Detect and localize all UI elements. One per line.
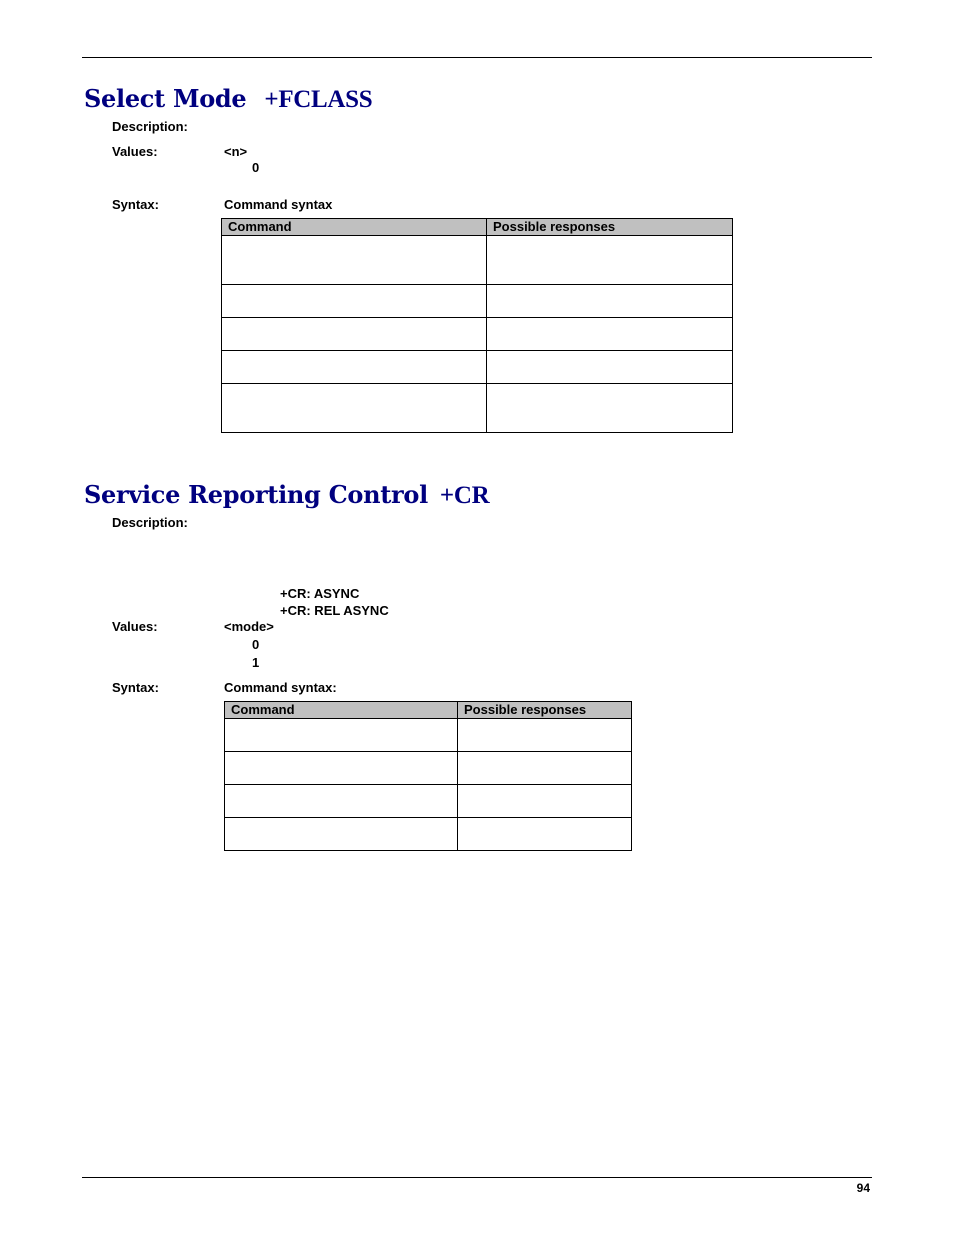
table-cell-response bbox=[487, 318, 733, 351]
value-item: 0 bbox=[252, 160, 260, 175]
table-cell-command bbox=[222, 351, 487, 384]
values-param: <mode> bbox=[224, 619, 274, 634]
values-label: Values: bbox=[112, 619, 158, 634]
value-item: 0 bbox=[252, 637, 260, 652]
column-header-command: Command bbox=[225, 702, 458, 719]
section-command: +CR bbox=[439, 482, 490, 509]
table-cell-response bbox=[487, 351, 733, 384]
values-param: <n> bbox=[224, 144, 248, 159]
syntax-label: Syntax: bbox=[112, 680, 159, 695]
section-title: Service Reporting Control bbox=[84, 480, 428, 509]
table-cell-command bbox=[222, 285, 487, 318]
column-header-command: Command bbox=[222, 219, 487, 236]
table-cell-response bbox=[487, 285, 733, 318]
page-number: 94 bbox=[856, 1181, 870, 1195]
table-row bbox=[222, 318, 733, 351]
column-header-responses: Possible responses bbox=[458, 702, 632, 719]
footer-rule bbox=[82, 1177, 872, 1178]
table-cell-response bbox=[487, 384, 733, 433]
section-heading-select-mode bbox=[84, 84, 372, 114]
table-cell-response bbox=[458, 752, 632, 785]
table-cell-command bbox=[225, 785, 458, 818]
table-cell-command bbox=[225, 752, 458, 785]
table-row bbox=[225, 752, 632, 785]
header-rule bbox=[82, 57, 872, 58]
value-item: 1 bbox=[252, 655, 260, 670]
response-item: +CR: REL ASYNC bbox=[280, 603, 389, 618]
syntax-caption: Command syntax bbox=[224, 197, 333, 212]
table-header-row bbox=[222, 219, 733, 236]
command-table bbox=[224, 701, 632, 851]
command-table bbox=[221, 218, 733, 433]
table-row bbox=[225, 719, 632, 752]
section-heading-service-reporting-control bbox=[84, 480, 489, 510]
table-row bbox=[225, 785, 632, 818]
section-command: +FCLASS bbox=[264, 86, 373, 113]
table-row bbox=[222, 384, 733, 433]
column-header-responses: Possible responses bbox=[487, 219, 733, 236]
response-item: +CR: ASYNC bbox=[280, 586, 360, 601]
syntax-caption: Command syntax: bbox=[224, 680, 337, 695]
description-label: Description: bbox=[112, 515, 188, 530]
syntax-label: Syntax: bbox=[112, 197, 159, 212]
section-title: Select Mode bbox=[84, 84, 247, 113]
table-cell-command bbox=[222, 318, 487, 351]
table-cell-command bbox=[225, 818, 458, 851]
table-cell-response bbox=[458, 785, 632, 818]
table-row bbox=[222, 285, 733, 318]
values-label: Values: bbox=[112, 144, 158, 159]
table-cell-response bbox=[458, 818, 632, 851]
table-row bbox=[222, 236, 733, 285]
table-row bbox=[222, 351, 733, 384]
table-cell-response bbox=[487, 236, 733, 285]
table-header-row bbox=[225, 702, 632, 719]
table-cell-command bbox=[222, 236, 487, 285]
table-cell-command bbox=[222, 384, 487, 433]
description-label: Description: bbox=[112, 119, 188, 134]
table-row bbox=[225, 818, 632, 851]
table-cell-response bbox=[458, 719, 632, 752]
table-cell-command bbox=[225, 719, 458, 752]
